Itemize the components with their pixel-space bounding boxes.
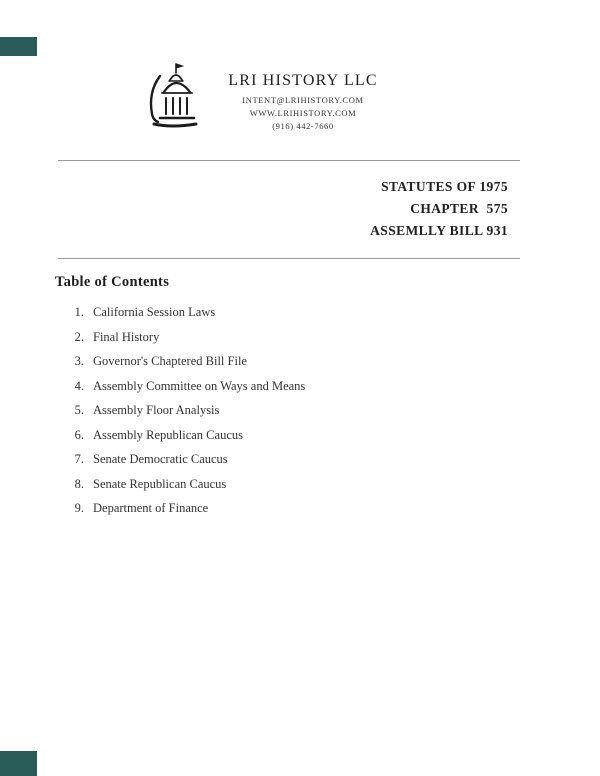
toc-item-label: Assembly Floor Analysis [93, 403, 220, 417]
horizontal-rule-top [58, 160, 520, 161]
bill-reference-block [370, 176, 508, 242]
contact-block [203, 94, 403, 133]
toc-item [68, 331, 305, 344]
toc-item-number: 2. [74, 329, 84, 344]
toc-item-number: 8. [74, 476, 84, 491]
toc-title: Table of Contents [55, 274, 170, 290]
toc-item [68, 404, 305, 417]
toc-item-label: Senate Democratic Caucus [93, 452, 228, 466]
toc-item-label: Department of Finance [93, 501, 209, 515]
toc-item-number: 6. [74, 427, 84, 442]
toc-item [68, 502, 305, 515]
toc-item-label: California Session Laws [93, 305, 216, 319]
toc-item [68, 355, 305, 368]
toc-list [68, 306, 305, 527]
toc-item-number: 5. [74, 403, 84, 417]
toc-item [68, 478, 305, 491]
toc-item-number: 3. [74, 354, 84, 368]
phone-text: (916) 442-7660 [272, 121, 334, 131]
toc-item-label: Assembly Committee on Ways and Means [93, 378, 306, 393]
toc-item [68, 453, 305, 466]
toc-item [68, 380, 305, 393]
toc-item [68, 429, 305, 442]
toc-item-number: 7. [74, 452, 84, 466]
letterhead [203, 72, 403, 133]
scan-corner-mark-top [0, 37, 37, 56]
scan-corner-mark-bottom [0, 751, 37, 776]
toc-item-number: 4. [74, 378, 84, 393]
toc-item-label: Governor's Chaptered Bill File [93, 354, 247, 368]
website-text: WWW.LRIHISTORY.COM [249, 108, 357, 118]
toc-item-label: Final History [93, 329, 160, 344]
toc-item [68, 306, 305, 319]
statutes-line: STATUTES OF 1975 [381, 179, 508, 194]
chapter-line: CHAPTER 575 [410, 201, 508, 216]
toc-item-number: 1. [74, 305, 84, 319]
toc-item-number: 9. [74, 501, 84, 515]
email-text: INTENT@LRIHISTORY.COM [242, 95, 364, 105]
capitol-building-logo-icon [140, 58, 202, 138]
company-name: LRI HISTORY LLC [228, 72, 378, 89]
toc-item-label: Assembly Republican Caucus [93, 427, 243, 442]
assembly-bill-line: ASSEMLLY BILL 931 [370, 223, 508, 238]
horizontal-rule-bottom [58, 258, 520, 259]
toc-item-label: Senate Republican Caucus [93, 476, 227, 491]
